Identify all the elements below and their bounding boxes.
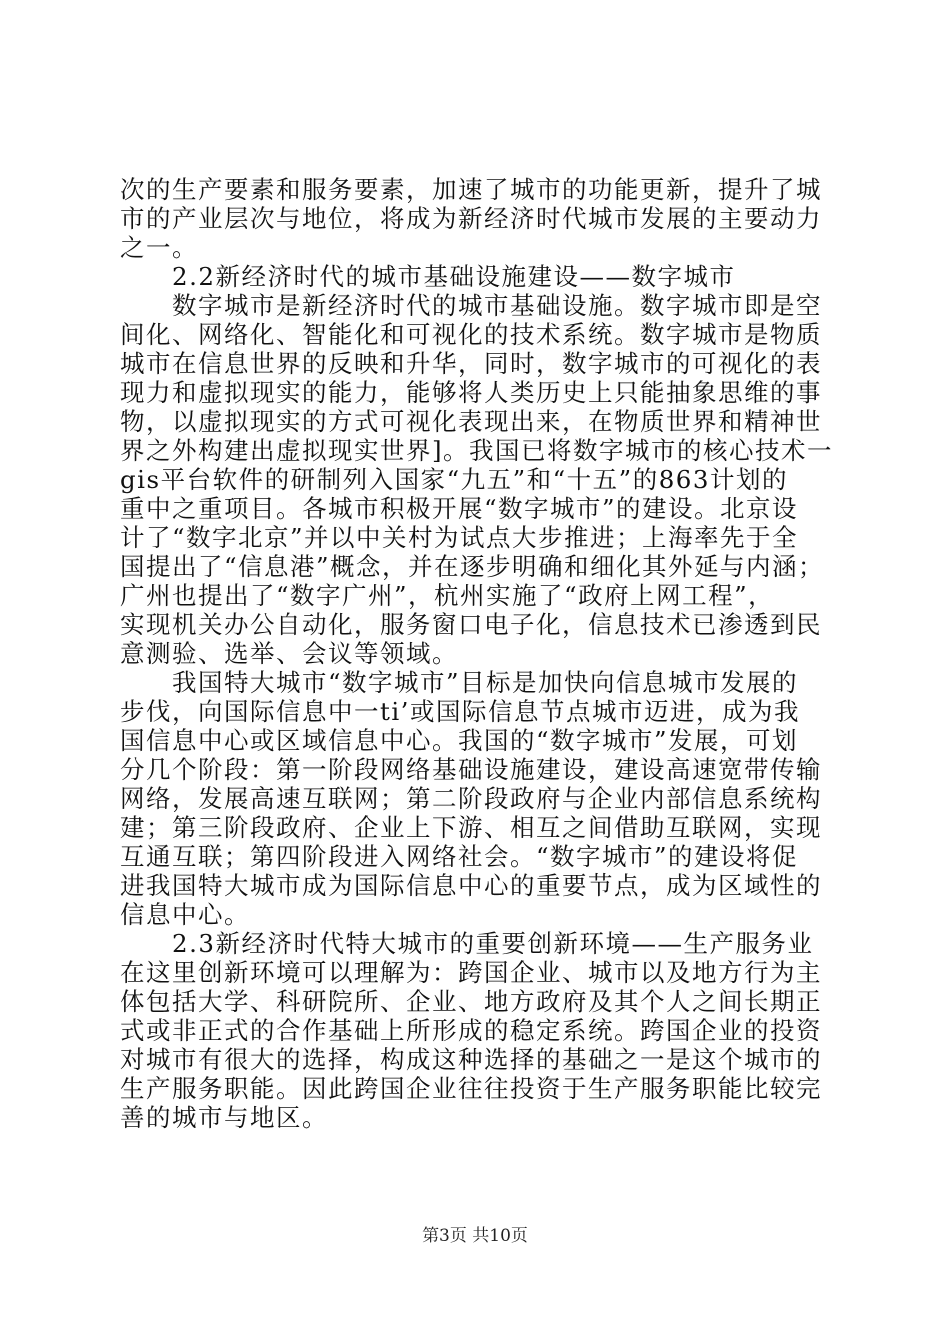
- text-line: 现力和虚拟现实的能力，能够将人类历史上只能抽象思维的事: [120, 378, 822, 407]
- text-line: 对城市有很大的选择，构成这种选择的基础之一是这个城市的: [120, 1045, 822, 1074]
- page-footer: 第3页 共10页: [422, 1226, 528, 1246]
- text-line: 计了“数字北京”并以中关村为试点大步推进；上海率先于全: [120, 523, 799, 552]
- text-line: 体包括大学、科研院所、企业、地方政府及其个人之间长期正: [120, 987, 822, 1016]
- text-line: 国提出了“信息港”概念，并在逐步明确和细化其外延与内涵；: [120, 552, 825, 581]
- text-line: 广州也提出了“数字广州”，杭州实施了“政府上网工程”，: [120, 581, 775, 610]
- text-line: 步伐，向国际信息中一ti’或国际信息节点城市迈进，成为我: [120, 697, 800, 726]
- text-line: 生产服务职能。因此跨国企业往往投资于生产服务职能比较完: [120, 1074, 822, 1103]
- text-line: 在这里创新环境可以理解为：跨国企业、城市以及地方行为主: [120, 958, 822, 987]
- text-line: 城市在信息世界的反映和升华，同时，数字城市的可视化的表: [120, 349, 822, 378]
- text-line: 我国特大城市“数字城市”目标是加快向信息城市发展的: [120, 668, 799, 697]
- text-line: 网络，发展高速互联网；第二阶段政府与企业内部信息系统构: [120, 784, 822, 813]
- text-line: 进我国特大城市成为国际信息中心的重要节点，成为区域性的: [120, 871, 822, 900]
- text-line: 善的城市与地区。: [120, 1103, 328, 1132]
- text-line: 意测验、选举、会议等领域。: [120, 639, 458, 668]
- text-line: 市的产业层次与地位，将成为新经济时代城市发展的主要动力: [120, 204, 822, 233]
- text-line: 间化、网络化、智能化和可视化的技术系统。数字城市是物质: [120, 320, 822, 349]
- text-line: 物，以虚拟现实的方式可视化表现出来，在物质世界和精神世: [120, 407, 822, 436]
- text-line: 式或非正式的合作基础上所形成的稳定系统。跨国企业的投资: [120, 1016, 822, 1045]
- text-line: gis平台软件的研制列入国家“九五”和“十五”的863计划的: [120, 465, 788, 494]
- text-line: 国信息中心或区域信息中心。我国的“数字城市”发展，可划: [120, 726, 799, 755]
- section-heading: 2.3新经济时代特大城市的重要创新环境——生产服务业: [120, 929, 814, 958]
- text-line: 互通互联；第四阶段进入网络社会。“数字城市”的建设将促: [120, 842, 799, 871]
- text-line: 之一。: [120, 233, 198, 262]
- text-line: 信息中心。: [120, 900, 250, 929]
- text-line: 建；第三阶段政府、企业上下游、相互之间借助互联网，实现: [120, 813, 822, 842]
- text-line: 数字城市是新经济时代的城市基础设施。数字城市即是空: [120, 291, 822, 320]
- text-line: 分几个阶段：第一阶段网络基础设施建设，建设高速宽带传输: [120, 755, 822, 784]
- section-heading: 2.2新经济时代的城市基础设施建设——数字城市: [120, 262, 736, 291]
- text-line: 次的生产要素和服务要素，加速了城市的功能更新，提升了城: [120, 175, 822, 204]
- text-line: 实现机关办公自动化，服务窗口电子化，信息技术已渗透到民: [120, 610, 822, 639]
- text-line: 重中之重项目。各城市积极开展“数字城市”的建设。北京设: [120, 494, 799, 523]
- text-line: 界之外构建出虚拟现实世界]。我国已将数字城市的核心技术一: [120, 436, 834, 465]
